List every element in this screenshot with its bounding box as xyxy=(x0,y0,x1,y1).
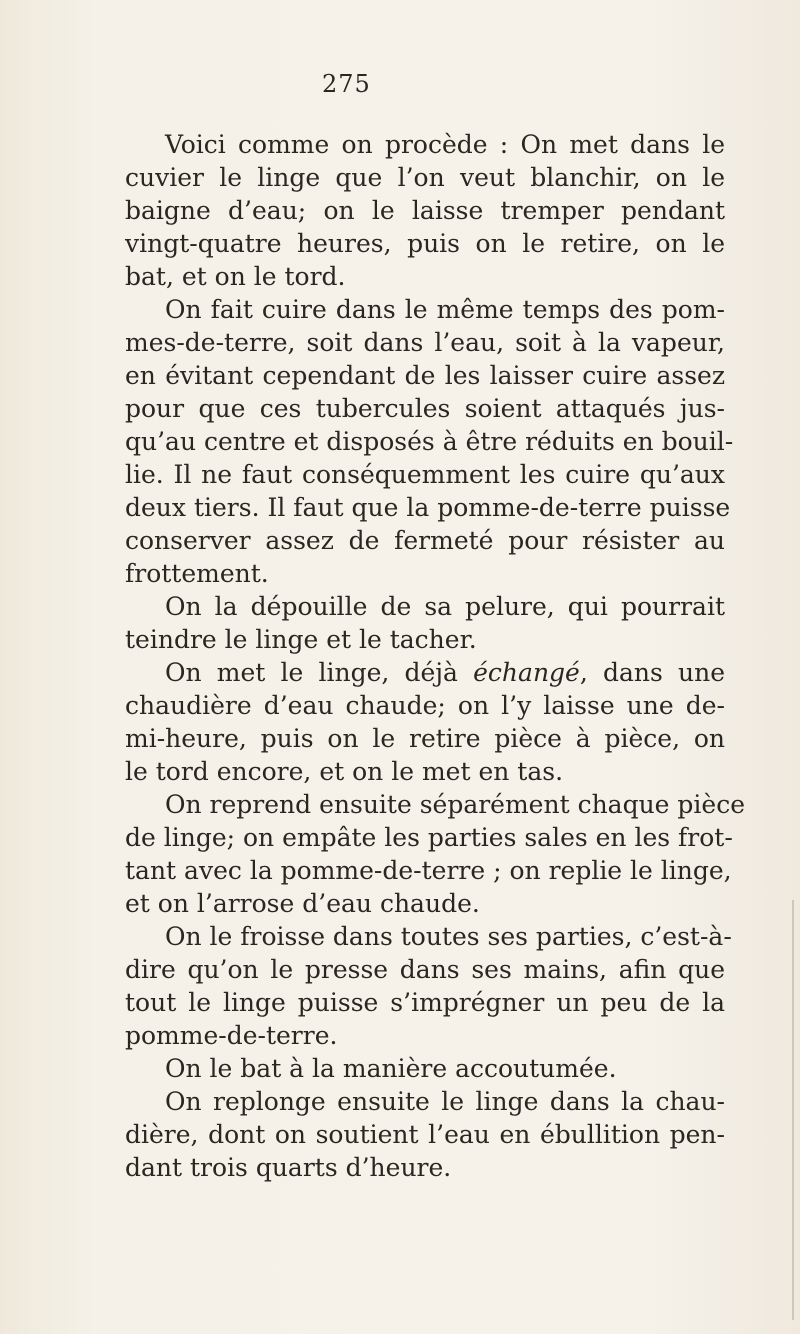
body-text xyxy=(125,128,746,1184)
text-line: pour que ces tubercules soient attaqués jus- xyxy=(125,394,725,423)
text-line: qu’au centre et disposés à être réduits en bouil- xyxy=(125,427,734,456)
text-line: tout le linge puisse s’imprégner un peu de la xyxy=(125,988,725,1017)
italic-word: échangé xyxy=(473,658,580,687)
text-line: frottement. xyxy=(125,559,269,588)
text-line: en évitant cependant de les laisser cuire assez xyxy=(125,361,725,390)
text-line: de linge; on empâte les parties sales en les frot- xyxy=(125,823,733,852)
text-line: On le bat à la manière accoutumée. xyxy=(165,1054,617,1083)
text-line: cuvier le linge que l’on veut blanchir, on le xyxy=(125,163,725,192)
text-line: teindre le linge et le tacher. xyxy=(125,625,477,654)
text-line: Voici comme on procède : On met dans le xyxy=(165,130,725,159)
page-number: 275 xyxy=(322,70,371,98)
text-line: On replonge ensuite le linge dans la chau- xyxy=(165,1087,725,1116)
text-line: et on l’arrose d’eau chaude. xyxy=(125,889,480,918)
text-line: bat, et on le tord. xyxy=(125,262,346,291)
text-line: le tord encore, et on le met en tas. xyxy=(125,757,564,786)
text-line: mi-heure, puis on le retire pièce à pièce, on xyxy=(125,724,725,753)
text-line: pomme-de-terre. xyxy=(125,1021,338,1050)
text-line: On le froisse dans toutes ses parties, c’est-à- xyxy=(165,922,732,951)
text-line: On reprend ensuite séparément chaque pièce xyxy=(165,790,746,819)
text-line: dire qu’on le presse dans ses mains, afin que xyxy=(125,955,725,984)
text-line: mes-de-terre, soit dans l’eau, soit à la vapeur, xyxy=(125,328,725,357)
text-line: conserver assez de fermeté pour résister au xyxy=(125,526,725,555)
text-line: dière, dont on soutient l’eau en ébullition pen- xyxy=(125,1120,725,1149)
text-line: vingt-quatre heures, puis on le retire, on le xyxy=(125,229,725,258)
text-line: On fait cuire dans le même temps des pom- xyxy=(165,295,725,324)
text-line: On la dépouille de sa pelure, qui pourrait xyxy=(165,592,725,621)
text-line: deux tiers. Il faut que la pomme-de-terre puisse xyxy=(125,493,731,522)
text-line: lie. Il ne faut conséquemment les cuire qu’aux xyxy=(125,460,725,489)
text-line: chaudière d’eau chaude; on l’y laisse une de- xyxy=(125,691,725,720)
text-line: baigne d’eau; on le laisse tremper pendant xyxy=(125,196,725,225)
text-line: dant trois quarts d’heure. xyxy=(125,1153,452,1182)
page-edge-shadow xyxy=(792,900,794,1320)
text-line: tant avec la pomme-de-terre ; on replie le linge, xyxy=(125,856,732,885)
text-line: On met le linge, déjà échangé, dans une xyxy=(165,658,725,687)
